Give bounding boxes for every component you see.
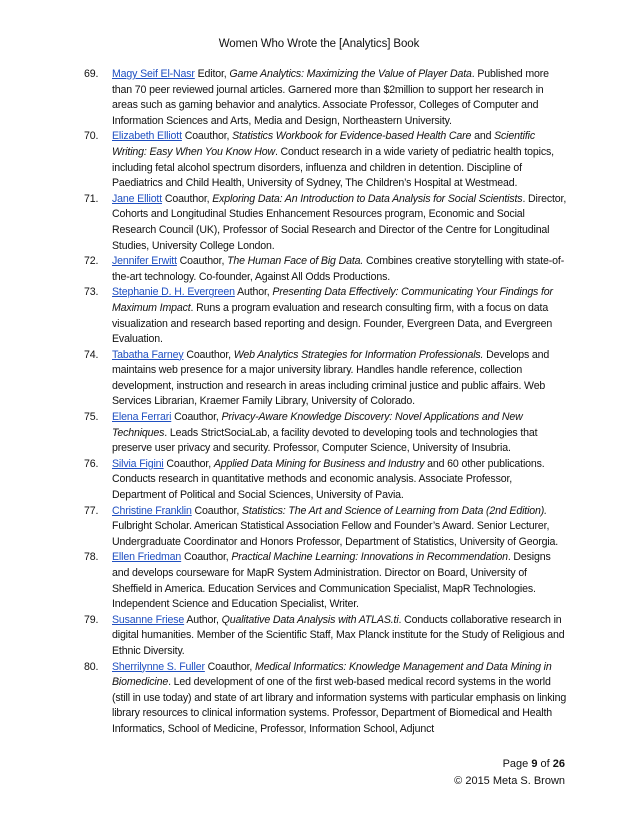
entry-role: Coauthor,	[194, 504, 240, 517]
entry-number: 73.	[84, 286, 99, 299]
page-total: 26	[552, 758, 565, 770]
list-item	[84, 192, 567, 254]
list-item	[84, 67, 567, 129]
page-number	[503, 758, 565, 770]
book-title: Statistics: The Art and Science of Learning from Data (2nd Edition).	[241, 504, 547, 517]
entry-number: 69.	[84, 68, 99, 80]
author-name-link[interactable]: Silvia Figini	[112, 457, 164, 470]
entry-bio: . Designs and develops courseware for MapR System Administration. Director on Board, University of Sheffield in America. Education Services and Communication Specialist, MapR Technologies. Independent Science and Education Specialist, Writer.	[112, 551, 551, 611]
entry-number: 76.	[84, 457, 99, 470]
book-title: Medical Informatics: Knowledge Management and Data Mining in Biomedicine	[112, 660, 552, 689]
book-title: Game Analytics: Maximizing the Value of Player Data	[229, 68, 472, 80]
entry-role: Coauthor,	[207, 660, 253, 673]
author-name-link[interactable]: Elena Ferrari	[112, 411, 172, 424]
list-item	[84, 129, 567, 191]
list-item	[84, 457, 567, 504]
book-title: Exploring Data: An Introduction to Data Analysis for Social Scientists	[212, 192, 523, 205]
entry-bio: Develops and maintains web presence for a major university library. Handles handle reference, collection development, instruction and research in areas including criminal justice and public affairs. Web Services Librarian, Kraemer Family Library, University of Colorado.	[112, 348, 550, 408]
entry-role: Coauthor,	[179, 255, 225, 268]
copyright: © 2015 Meta S. Brown	[454, 775, 565, 787]
author-name-link[interactable]: Jennifer Erwitt	[112, 255, 177, 268]
entry-bio: . Leads StrictSociaLab, a facility devoted to developing tools and technologies that preserve user privacy and security. Professor, Computer Science, University of Insubria.	[112, 426, 538, 455]
list-item	[84, 613, 567, 660]
list-item	[84, 348, 567, 410]
entry-number: 72.	[84, 255, 99, 268]
author-name-link[interactable]: Elizabeth Elliott	[112, 130, 182, 143]
list-item	[84, 410, 567, 457]
list-item	[84, 660, 567, 738]
entry-number: 79.	[84, 613, 99, 626]
entry-number: 75.	[84, 411, 99, 424]
entry-bio: Fulbright Scholar. American Statistical Association Fellow and Founder’s Award. Senior Lecturer, Undergraduate Coordinator and Honors Professor, Department of Statistics, University of Georgia.	[112, 520, 559, 548]
list-item	[84, 504, 567, 551]
entry-bio: Combines creative storytelling with state-of-the-art technology. Co-founder, Against All Odds Productions.	[112, 255, 565, 283]
entry-role: Coauthor,	[183, 551, 229, 564]
entry-bio: . Published more than 70 peer reviewed journal articles. Garnered more than $2million to support her research in areas such as gaming behavior and analytics. Associate Professor, Colleges of Computer and Information Sciences and Arts, Media and Design, Northeastern University.	[112, 68, 549, 127]
entry-bio: . Led development of one of the first web-based medical record systems in the world (still in use today) and state of art library and information systems with particular emphasis on linking library resources to clinical information systems. Professor, Department of Biomedical and Health Informatics, School of Medicine, Professor, Information School, Adjunct	[112, 676, 567, 735]
entry-role: Author,	[186, 613, 219, 626]
book-title: Web Analytics Strategies for Information Professionals.	[233, 348, 484, 361]
entry-role: Coauthor,	[164, 192, 210, 205]
entry-number: 80.	[84, 660, 99, 673]
book-title: Privacy-Aware Knowledge Discovery: Novel Applications and New Techniques	[112, 411, 523, 439]
book-title: The Human Face of Big Data.	[227, 255, 364, 268]
list-item	[84, 285, 567, 347]
author-name-link[interactable]: Magy Seif El-Nasr	[112, 68, 195, 80]
author-name-link[interactable]: Susanne Friese	[112, 613, 185, 626]
list-item	[84, 550, 567, 612]
book-title: Applied Data Mining for Business and Industry	[213, 457, 425, 470]
book-title: Qualitative Data Analysis with ATLAS.ti	[221, 613, 399, 626]
list-item	[84, 254, 567, 285]
entry-bio: . Director, Cohorts and Longitudinal Studies Enhancement Resources program, Economic and Social Research Council (UK), Professor of Social Research and Director of the Centre for Longitudinal Studies, University College London.	[112, 192, 567, 252]
author-name-link[interactable]: Christine Franklin	[112, 504, 192, 517]
page-header-title: Women Who Wrote the [Analytics] Book	[218, 38, 420, 50]
author-name-link[interactable]: Sherrilynne S. Fuller	[112, 660, 205, 673]
entry-number: 70.	[84, 130, 99, 143]
entry-role: Coauthor,	[186, 348, 231, 361]
entry-role: Coauthor,	[174, 411, 219, 424]
author-list	[84, 67, 567, 738]
entry-number: 77.	[84, 504, 99, 517]
book-title: Presenting Data Effectively: Communicating Your Findings for Maximum Impact	[112, 286, 553, 314]
entry-bio: . Conduct research in a wide variety of pediatric health topics, including fetal alcohol spectrum disorders, influenza and children in detention. Discipline of Paediatrics and Child Health, University of Sydney, The Children’s Hospital at Westmead.	[112, 145, 554, 190]
entry-bio: . Conducts collaborative research in digital humanities. Member of the Scientific Staff, Max Planck institute for the Study of Religious and Ethnic Diversity.	[112, 613, 565, 657]
entry-number: 74.	[84, 348, 99, 361]
entry-number: 71.	[84, 192, 99, 205]
entry-role: Author,	[237, 286, 270, 299]
entry-number: 78.	[84, 551, 99, 564]
page-of: of	[537, 758, 553, 770]
author-name-link[interactable]: Ellen Friedman	[112, 551, 182, 564]
entry-role: Coauthor,	[166, 457, 212, 470]
book-title: Practical Machine Learning: Innovations in Recommendation	[231, 551, 508, 564]
author-name-link[interactable]: Tabatha Farney	[112, 348, 184, 361]
book-title-2: Scientific Writing: Easy When You Know How	[112, 130, 535, 158]
entry-connector: and	[471, 130, 495, 143]
book-title: Statistics Workbook for Evidence-based Health Care	[232, 130, 472, 143]
entry-bio: . Runs a program evaluation and research consulting firm, with a focus on data visualization and research based reporting and design. Founder, Evergreen Data, and Evergreen Evaluation.	[112, 301, 553, 346]
entry-role: Editor,	[197, 68, 227, 80]
page-label: Page	[502, 758, 532, 770]
page-current: 9	[531, 758, 538, 770]
entry-bio: and 60 other publications. Conducts research in quantitative methods and economic analysis. Associate Professor, Department of Political and Social Sciences, University of Pavia.	[112, 457, 545, 502]
entry-role: Coauthor,	[184, 130, 230, 143]
author-name-link[interactable]: Stephanie D. H. Evergreen	[112, 286, 235, 299]
author-name-link[interactable]: Jane Elliott	[112, 192, 163, 205]
